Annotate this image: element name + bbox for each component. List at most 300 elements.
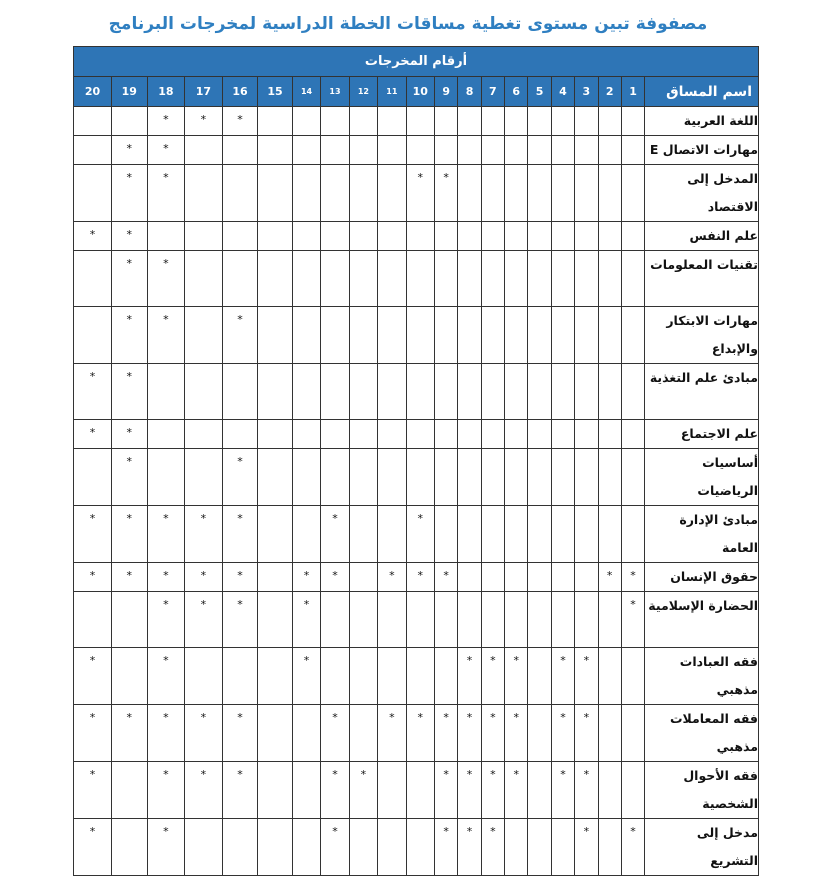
- coverage-cell-1: [621, 107, 644, 136]
- coverage-cell-3: [575, 449, 598, 506]
- coverage-mark: *: [443, 768, 449, 781]
- coverage-cell-19: [112, 251, 148, 307]
- coverage-cell-12: [349, 563, 377, 592]
- coverage-cell-18: [147, 819, 185, 876]
- outcome-header-19: 19: [112, 77, 148, 107]
- coverage-mark: *: [332, 512, 338, 525]
- coverage-mark: *: [417, 171, 424, 184]
- coverage-cell-12: [349, 648, 377, 705]
- coverage-cell-4: [551, 506, 574, 563]
- coverage-cell-11: [378, 364, 406, 420]
- coverage-cell-7: [481, 819, 504, 876]
- coverage-mark: *: [200, 512, 207, 525]
- coverage-cell-11: [378, 136, 406, 165]
- coverage-cell-14: [292, 222, 320, 251]
- coverage-cell-18: [147, 506, 185, 563]
- coverage-cell-5: [528, 165, 551, 222]
- coverage-mark: *: [89, 512, 96, 525]
- coverage-mark: *: [163, 512, 169, 525]
- coverage-cell-11: [378, 648, 406, 705]
- coverage-cell-16: [222, 648, 258, 705]
- coverage-cell-11: [378, 819, 406, 876]
- coverage-cell-3: [575, 222, 598, 251]
- coverage-mark: *: [443, 569, 449, 582]
- coverage-cell-5: [528, 364, 551, 420]
- coverage-cell-12: [349, 136, 377, 165]
- coverage-cell-7: [481, 251, 504, 307]
- coverage-cell-20: [74, 364, 112, 420]
- coverage-mark: *: [237, 113, 243, 126]
- coverage-cell-9: [434, 648, 457, 705]
- coverage-cell-5: [528, 222, 551, 251]
- coverage-cell-1: [621, 592, 644, 648]
- coverage-mark: *: [606, 569, 613, 582]
- coverage-cell-19: [112, 592, 148, 648]
- coverage-cell-16: [222, 222, 258, 251]
- coverage-cell-17: [185, 592, 223, 648]
- coverage-cell-1: [621, 449, 644, 506]
- table-row: [74, 648, 759, 705]
- coverage-cell-8: [458, 136, 481, 165]
- coverage-cell-8: [458, 705, 481, 762]
- coverage-cell-2: [598, 107, 621, 136]
- coverage-cell-19: [112, 705, 148, 762]
- coverage-cell-7: [481, 136, 504, 165]
- coverage-mark: *: [237, 598, 243, 611]
- coverage-cell-12: [349, 307, 377, 364]
- coverage-cell-4: [551, 563, 574, 592]
- outcome-header-4: 4: [551, 77, 574, 107]
- coverage-cell-3: [575, 420, 598, 449]
- coverage-cell-15: [258, 136, 293, 165]
- coverage-cell-9: [434, 364, 457, 420]
- coverage-cell-14: [292, 705, 320, 762]
- coverage-cell-20: [74, 819, 112, 876]
- coverage-cell-8: [458, 364, 481, 420]
- coverage-mark: *: [389, 569, 395, 582]
- coverage-mark: *: [126, 711, 133, 724]
- coverage-cell-10: [406, 762, 434, 819]
- coverage-cell-17: [185, 222, 223, 251]
- coverage-cell-11: [378, 563, 406, 592]
- table-row: [74, 364, 759, 420]
- coverage-cell-4: [551, 222, 574, 251]
- coverage-cell-11: [378, 705, 406, 762]
- coverage-cell-16: [222, 251, 258, 307]
- coverage-cell-5: [528, 648, 551, 705]
- coverage-cell-6: [505, 592, 528, 648]
- coverage-cell-1: [621, 506, 644, 563]
- coverage-mark: *: [303, 598, 310, 611]
- coverage-cell-10: [406, 705, 434, 762]
- coverage-cell-19: [112, 648, 148, 705]
- outcome-header-18: 18: [147, 77, 185, 107]
- coverage-cell-12: [349, 222, 377, 251]
- course-name-cell: مدخل إلى التشريع: [645, 819, 759, 876]
- coverage-mark: *: [466, 654, 473, 667]
- coverage-cell-6: [505, 107, 528, 136]
- coverage-cell-14: [292, 506, 320, 563]
- coverage-cell-4: [551, 364, 574, 420]
- table-row: [74, 592, 759, 648]
- coverage-cell-1: [621, 307, 644, 364]
- coverage-cell-17: [185, 648, 223, 705]
- coverage-cell-11: [378, 420, 406, 449]
- coverage-mark: *: [237, 512, 243, 525]
- coverage-cell-2: [598, 251, 621, 307]
- coverage-cell-1: [621, 705, 644, 762]
- coverage-cell-20: [74, 307, 112, 364]
- course-name-cell: علم الاجتماع: [645, 420, 759, 449]
- coverage-mark: *: [443, 711, 449, 724]
- coverage-cell-6: [505, 420, 528, 449]
- coverage-cell-12: [349, 506, 377, 563]
- coverage-cell-11: [378, 506, 406, 563]
- outcome-header-12: 12: [349, 77, 377, 107]
- coverage-cell-5: [528, 762, 551, 819]
- coverage-cell-7: [481, 592, 504, 648]
- coverage-mark: *: [126, 142, 133, 155]
- outcome-header-10: 10: [406, 77, 434, 107]
- coverage-cell-3: [575, 107, 598, 136]
- coverage-mark: *: [513, 654, 519, 667]
- coverage-mark: *: [89, 768, 96, 781]
- coverage-cell-8: [458, 222, 481, 251]
- table-row: [74, 251, 759, 307]
- coverage-cell-5: [528, 819, 551, 876]
- coverage-mark: *: [163, 598, 169, 611]
- coverage-cell-12: [349, 449, 377, 506]
- coverage-cell-4: [551, 165, 574, 222]
- coverage-cell-20: [74, 648, 112, 705]
- coverage-mark: *: [89, 711, 96, 724]
- coverage-cell-9: [434, 449, 457, 506]
- outcome-header-14: 14: [292, 77, 320, 107]
- coverage-cell-12: [349, 165, 377, 222]
- table-row: [74, 420, 759, 449]
- coverage-cell-4: [551, 307, 574, 364]
- coverage-cell-16: [222, 563, 258, 592]
- coverage-mark: *: [332, 711, 338, 724]
- coverage-cell-4: [551, 648, 574, 705]
- coverage-cell-3: [575, 165, 598, 222]
- coverage-mark: *: [126, 569, 133, 582]
- coverage-cell-18: [147, 592, 185, 648]
- coverage-cell-17: [185, 506, 223, 563]
- coverage-cell-1: [621, 251, 644, 307]
- course-name-cell: أساسيات الرياضيات: [645, 449, 759, 506]
- coverage-cell-13: [321, 307, 349, 364]
- coverage-cell-8: [458, 307, 481, 364]
- coverage-cell-4: [551, 420, 574, 449]
- coverage-cell-19: [112, 136, 148, 165]
- coverage-cell-11: [378, 592, 406, 648]
- coverage-cell-13: [321, 420, 349, 449]
- coverage-cell-10: [406, 165, 434, 222]
- coverage-cell-13: [321, 107, 349, 136]
- coverage-cell-9: [434, 222, 457, 251]
- coverage-cell-20: [74, 420, 112, 449]
- coverage-cell-15: [258, 364, 293, 420]
- coverage-mark: *: [163, 142, 169, 155]
- coverage-cell-2: [598, 819, 621, 876]
- coverage-cell-8: [458, 648, 481, 705]
- coverage-cell-19: [112, 364, 148, 420]
- coverage-cell-18: [147, 165, 185, 222]
- coverage-cell-11: [378, 449, 406, 506]
- coverage-mark: *: [163, 313, 169, 326]
- coverage-mark: *: [163, 711, 169, 724]
- coverage-cell-8: [458, 762, 481, 819]
- coverage-mark: *: [417, 569, 424, 582]
- coverage-cell-6: [505, 563, 528, 592]
- coverage-cell-17: [185, 107, 223, 136]
- coverage-mark: *: [417, 711, 424, 724]
- coverage-cell-12: [349, 251, 377, 307]
- coverage-cell-13: [321, 648, 349, 705]
- coverage-cell-6: [505, 136, 528, 165]
- coverage-cell-17: [185, 819, 223, 876]
- coverage-cell-19: [112, 449, 148, 506]
- coverage-mark: *: [303, 569, 310, 582]
- outcome-header-8: 8: [458, 77, 481, 107]
- coverage-mark: *: [303, 654, 310, 667]
- coverage-mark: *: [443, 171, 449, 184]
- coverage-mark: *: [360, 768, 367, 781]
- coverage-cell-20: [74, 222, 112, 251]
- table-row: [74, 762, 759, 819]
- coverage-mark: *: [630, 825, 636, 838]
- outcome-header-9: 9: [434, 77, 457, 107]
- coverage-cell-2: [598, 307, 621, 364]
- coverage-cell-7: [481, 364, 504, 420]
- coverage-cell-16: [222, 165, 258, 222]
- coverage-cell-6: [505, 705, 528, 762]
- coverage-mark: *: [163, 257, 169, 270]
- coverage-cell-11: [378, 107, 406, 136]
- coverage-mark: *: [89, 654, 96, 667]
- coverage-cell-5: [528, 251, 551, 307]
- coverage-cell-9: [434, 136, 457, 165]
- coverage-cell-6: [505, 449, 528, 506]
- page-title: مصفوفة تبين مستوى تغطية مساقات الخطة الدراسية لمخرجات البرنامج: [108, 14, 708, 34]
- coverage-cell-9: [434, 307, 457, 364]
- coverage-cell-8: [458, 449, 481, 506]
- coverage-cell-6: [505, 307, 528, 364]
- course-name-cell: الحضارة الإسلامية: [645, 592, 759, 648]
- coverage-cell-10: [406, 506, 434, 563]
- coverage-cell-20: [74, 136, 112, 165]
- coverage-cell-6: [505, 819, 528, 876]
- coverage-cell-2: [598, 592, 621, 648]
- coverage-mark: *: [126, 370, 133, 383]
- coverage-cell-16: [222, 705, 258, 762]
- coverage-cell-17: [185, 762, 223, 819]
- course-name-cell: فقه الأحوال الشخصية: [645, 762, 759, 819]
- coverage-cell-4: [551, 819, 574, 876]
- coverage-cell-18: [147, 307, 185, 364]
- coverage-cell-5: [528, 592, 551, 648]
- coverage-cell-4: [551, 107, 574, 136]
- coverage-cell-4: [551, 136, 574, 165]
- coverage-cell-6: [505, 251, 528, 307]
- coverage-mark: *: [630, 569, 636, 582]
- coverage-cell-12: [349, 592, 377, 648]
- outcome-header-17: 17: [185, 77, 223, 107]
- coverage-cell-9: [434, 705, 457, 762]
- coverage-cell-20: [74, 165, 112, 222]
- coverage-cell-9: [434, 420, 457, 449]
- coverage-cell-8: [458, 592, 481, 648]
- coverage-cell-19: [112, 165, 148, 222]
- coverage-mark: *: [126, 313, 133, 326]
- coverage-cell-15: [258, 165, 293, 222]
- coverage-cell-14: [292, 449, 320, 506]
- coverage-cell-4: [551, 592, 574, 648]
- coverage-cell-10: [406, 251, 434, 307]
- coverage-cell-5: [528, 136, 551, 165]
- coverage-mark: *: [560, 768, 566, 781]
- coverage-cell-2: [598, 449, 621, 506]
- coverage-cell-20: [74, 251, 112, 307]
- coverage-mark: *: [466, 825, 473, 838]
- coverage-cell-2: [598, 165, 621, 222]
- coverage-cell-5: [528, 449, 551, 506]
- coverage-mark: *: [466, 711, 473, 724]
- coverage-cell-15: [258, 648, 293, 705]
- coverage-mark: *: [89, 228, 96, 241]
- table-row: [74, 165, 759, 222]
- column-header-row: [74, 77, 759, 107]
- coverage-cell-8: [458, 165, 481, 222]
- coverage-cell-12: [349, 420, 377, 449]
- coverage-cell-13: [321, 251, 349, 307]
- table-row: [74, 705, 759, 762]
- coverage-cell-7: [481, 648, 504, 705]
- coverage-mark: *: [513, 711, 519, 724]
- coverage-cell-4: [551, 251, 574, 307]
- coverage-cell-13: [321, 762, 349, 819]
- coverage-mark: *: [126, 171, 133, 184]
- table-row: [74, 506, 759, 563]
- coverage-mark: *: [389, 711, 395, 724]
- table-row: [74, 563, 759, 592]
- coverage-cell-20: [74, 592, 112, 648]
- coverage-cell-15: [258, 222, 293, 251]
- outcome-header-6: 6: [505, 77, 528, 107]
- coverage-cell-7: [481, 420, 504, 449]
- coverage-cell-18: [147, 364, 185, 420]
- coverage-cell-3: [575, 705, 598, 762]
- coverage-cell-7: [481, 307, 504, 364]
- coverage-cell-6: [505, 222, 528, 251]
- coverage-cell-5: [528, 506, 551, 563]
- coverage-cell-12: [349, 107, 377, 136]
- coverage-cell-17: [185, 449, 223, 506]
- coverage-cell-13: [321, 506, 349, 563]
- coverage-cell-15: [258, 107, 293, 136]
- coverage-mark: *: [200, 113, 207, 126]
- coverage-mark: *: [630, 598, 636, 611]
- coverage-cell-10: [406, 648, 434, 705]
- coverage-cell-14: [292, 592, 320, 648]
- outcome-header-2: 2: [598, 77, 621, 107]
- coverage-cell-11: [378, 251, 406, 307]
- course-name-cell: فقه المعاملات مذهبي: [645, 705, 759, 762]
- coverage-cell-6: [505, 762, 528, 819]
- coverage-cell-12: [349, 364, 377, 420]
- coverage-mark: *: [200, 711, 207, 724]
- coverage-cell-13: [321, 705, 349, 762]
- coverage-cell-19: [112, 222, 148, 251]
- table-row: [74, 136, 759, 165]
- coverage-cell-3: [575, 506, 598, 563]
- coverage-cell-10: [406, 136, 434, 165]
- coverage-cell-1: [621, 762, 644, 819]
- coverage-cell-3: [575, 364, 598, 420]
- coverage-cell-18: [147, 420, 185, 449]
- coverage-cell-15: [258, 819, 293, 876]
- coverage-mark: *: [163, 654, 169, 667]
- coverage-cell-9: [434, 592, 457, 648]
- coverage-cell-13: [321, 592, 349, 648]
- outcome-header-11: 11: [378, 77, 406, 107]
- coverage-cell-19: [112, 762, 148, 819]
- outcomes-group-header: أرقام المخرجات: [74, 47, 759, 77]
- coverage-cell-15: [258, 420, 293, 449]
- coverage-cell-9: [434, 563, 457, 592]
- coverage-cell-2: [598, 222, 621, 251]
- coverage-cell-3: [575, 307, 598, 364]
- coverage-cell-16: [222, 819, 258, 876]
- coverage-mark: *: [126, 455, 133, 468]
- coverage-cell-15: [258, 449, 293, 506]
- coverage-cell-18: [147, 648, 185, 705]
- coverage-cell-18: [147, 762, 185, 819]
- coverage-cell-20: [74, 107, 112, 136]
- coverage-cell-12: [349, 762, 377, 819]
- coverage-cell-10: [406, 592, 434, 648]
- course-name-cell: مهارات الاتصال E: [645, 136, 759, 165]
- table-row: [74, 222, 759, 251]
- coverage-cell-2: [598, 762, 621, 819]
- coverage-cell-17: [185, 307, 223, 364]
- coverage-mark: *: [490, 825, 496, 838]
- course-name-cell: مبادئ الإدارة العامة: [645, 506, 759, 563]
- coverage-cell-15: [258, 307, 293, 364]
- coverage-cell-8: [458, 420, 481, 449]
- course-name-header: اسم المساق: [645, 77, 759, 107]
- coverage-cell-2: [598, 648, 621, 705]
- coverage-cell-19: [112, 506, 148, 563]
- coverage-cell-16: [222, 506, 258, 563]
- coverage-mark: *: [200, 768, 207, 781]
- coverage-mark: *: [237, 313, 243, 326]
- coverage-cell-16: [222, 449, 258, 506]
- coverage-cell-11: [378, 307, 406, 364]
- coverage-cell-8: [458, 506, 481, 563]
- coverage-cell-11: [378, 762, 406, 819]
- coverage-cell-11: [378, 165, 406, 222]
- coverage-cell-2: [598, 506, 621, 563]
- coverage-mark: *: [126, 426, 133, 439]
- coverage-cell-15: [258, 705, 293, 762]
- coverage-cell-2: [598, 420, 621, 449]
- coverage-mark: *: [583, 711, 590, 724]
- coverage-cell-2: [598, 136, 621, 165]
- coverage-mark: *: [583, 654, 590, 667]
- coverage-cell-18: [147, 136, 185, 165]
